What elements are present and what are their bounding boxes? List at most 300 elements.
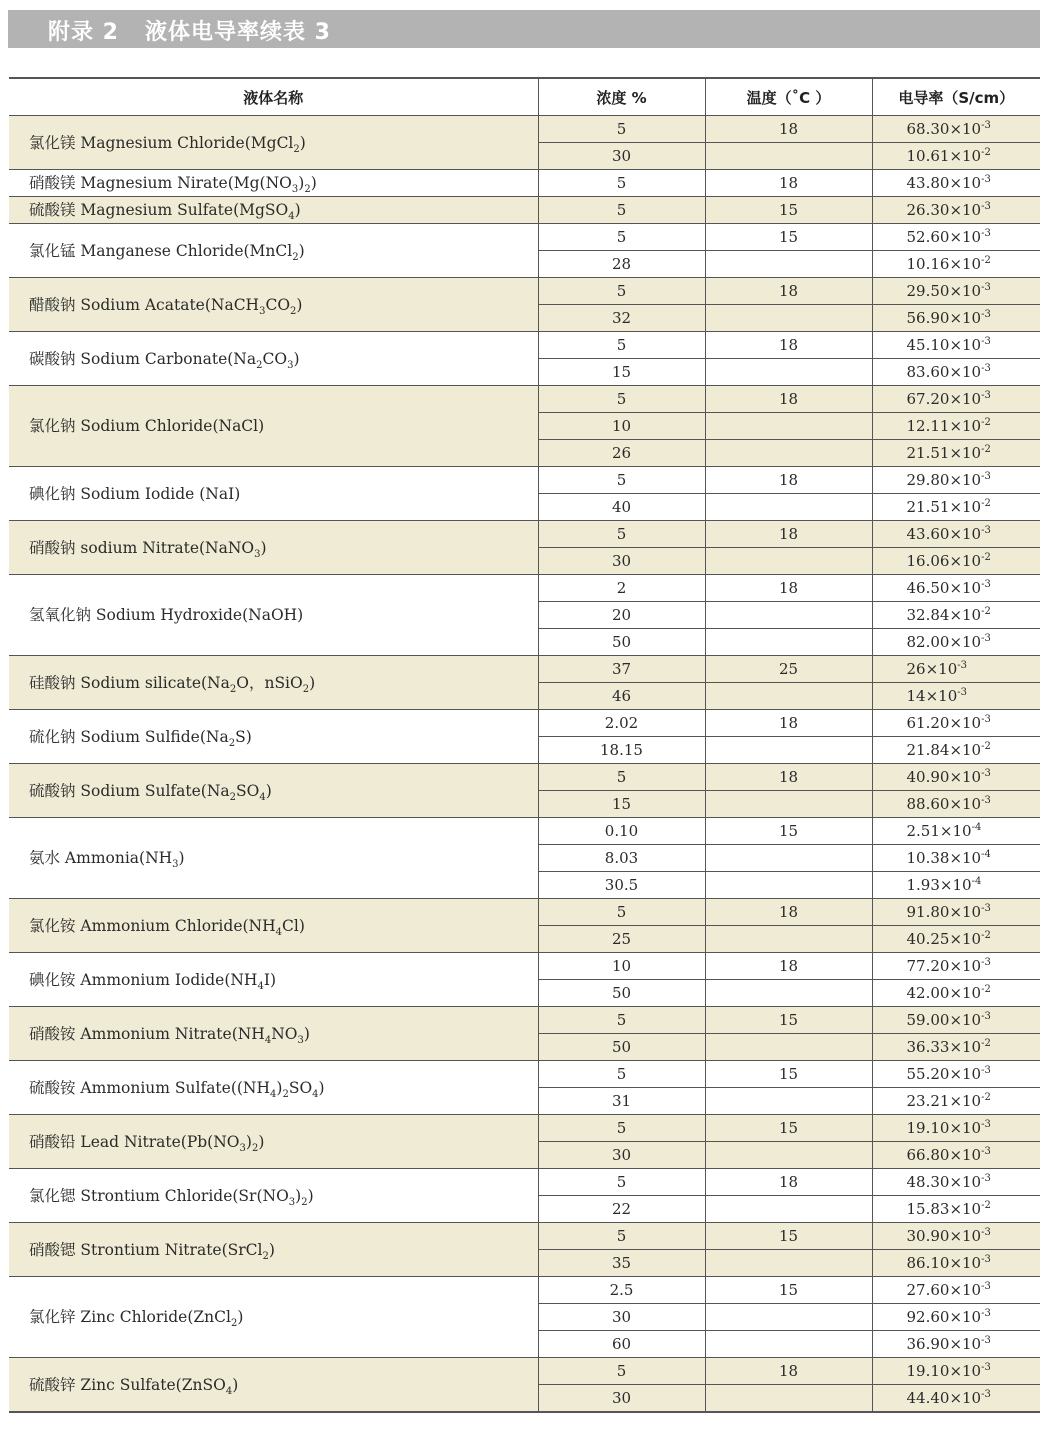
conductivity-mantissa: 10.38×10 <box>906 849 982 867</box>
liquid-name-text: ) <box>296 295 303 314</box>
conductivity-exponent: -3 <box>981 579 991 590</box>
formula-subscript: 2 <box>301 1196 308 1208</box>
liquid-name-cell <box>9 899 538 953</box>
formula-subscript: 2 <box>228 737 236 749</box>
conductivity-mantissa: 56.90×10 <box>906 309 982 327</box>
liquid-name-text: ) <box>298 174 305 192</box>
conductivity-mantissa: 26×10 <box>906 660 958 678</box>
liquid-name-cell <box>9 386 538 467</box>
conductivity-cell <box>872 1061 1040 1088</box>
conductivity-mantissa: 61.20×10 <box>906 714 982 732</box>
conductivity-cell <box>872 953 1040 980</box>
conductivity-cell <box>872 872 1040 899</box>
conductivity-mantissa: 43.60×10 <box>906 525 982 543</box>
col-header-conductivity: 电导率（S/cm） <box>872 78 1040 116</box>
liquid-name-cell <box>9 224 538 278</box>
conductivity-mantissa: 21.51×10 <box>906 444 982 462</box>
concentration-cell: 50 <box>538 980 705 1007</box>
temperature-cell <box>705 305 872 332</box>
conductivity-cell <box>872 710 1040 737</box>
conductivity-cell <box>872 629 1040 656</box>
concentration-cell: 40 <box>538 494 705 521</box>
liquid-name-text: ) <box>318 1078 325 1097</box>
temperature-cell: 18 <box>705 710 872 737</box>
concentration-cell: 37 <box>538 656 705 683</box>
conductivity-exponent: -3 <box>981 1389 991 1400</box>
liquid-name-text: ) <box>265 781 272 800</box>
concentration-cell: 0.10 <box>538 818 705 845</box>
conductivity-cell <box>872 116 1040 143</box>
temperature-cell <box>705 359 872 386</box>
table-row <box>9 467 1040 494</box>
liquid-name-text: S) <box>235 727 252 746</box>
liquid-name-text: I) <box>263 970 276 989</box>
conductivity-exponent: -3 <box>981 795 991 806</box>
table-header-row <box>9 78 1040 116</box>
conductivity-mantissa: 92.60×10 <box>906 1308 982 1326</box>
liquid-name-text: 醋酸钠 Sodium Acatate(NaCH <box>29 295 260 314</box>
temperature-cell: 15 <box>705 1007 872 1034</box>
concentration-cell: 10 <box>538 413 705 440</box>
temperature-cell: 18 <box>705 764 872 791</box>
temperature-cell <box>705 494 872 521</box>
concentration-cell: 46 <box>538 683 705 710</box>
conductivity-cell <box>872 1007 1040 1034</box>
temperature-cell: 18 <box>705 1358 872 1385</box>
formula-subscript: 2 <box>262 1250 269 1262</box>
conductivity-exponent: -2 <box>981 1092 991 1103</box>
conductivity-mantissa: 66.80×10 <box>906 1146 982 1164</box>
conductivity-exponent: -3 <box>981 1146 991 1157</box>
liquid-name-text: SO <box>288 1078 313 1097</box>
concentration-cell: 5 <box>538 1061 705 1088</box>
liquid-name-text: ) <box>294 201 301 219</box>
conductivity-mantissa: 46.50×10 <box>906 579 982 597</box>
temperature-cell <box>705 1196 872 1223</box>
appendix-title: 附录 2 液体电导率续表 3 <box>48 20 331 45</box>
table-row <box>9 1223 1040 1250</box>
liquid-name-text: ) <box>303 1024 310 1043</box>
formula-subscript: 2 <box>230 1318 238 1330</box>
conductivity-exponent: -3 <box>981 309 991 320</box>
liquid-name-text: CO <box>262 349 288 368</box>
conductivity-exponent: -3 <box>981 336 991 347</box>
conductivity-cell <box>872 1385 1040 1413</box>
liquid-name-text: 氯化镁 Magnesium Chloride(MgCl <box>29 133 294 152</box>
conductivity-cell <box>872 413 1040 440</box>
conductivity-cell <box>872 521 1040 548</box>
liquid-name-text: 氯化钠 Sodium Chloride(NaCl) <box>29 417 265 435</box>
concentration-cell: 28 <box>538 251 705 278</box>
table-row <box>9 1115 1040 1142</box>
conductivity-cell <box>872 737 1040 764</box>
concentration-cell: 30.5 <box>538 872 705 899</box>
concentration-cell: 60 <box>538 1331 705 1358</box>
liquid-name-text: 硫化钠 Sodium Sulfide(Na <box>29 727 229 746</box>
liquid-name-cell <box>9 170 538 197</box>
liquid-name-text: 硫酸镁 Magnesium Sulfate(MgSO <box>29 201 289 219</box>
liquid-name-text: ) <box>293 349 300 368</box>
liquid-name-cell <box>9 710 538 764</box>
formula-subscript: 2 <box>292 251 299 263</box>
conductivity-cell <box>872 305 1040 332</box>
concentration-cell: 2.5 <box>538 1277 705 1304</box>
liquid-name-text: ) <box>298 241 305 260</box>
formula-subscript: 3 <box>287 359 294 371</box>
temperature-cell: 18 <box>705 521 872 548</box>
liquid-name-cell <box>9 1223 538 1277</box>
conductivity-exponent: -3 <box>981 1173 991 1184</box>
liquid-name-text: 氯化锶 Strontium Chloride(Sr(NO <box>29 1186 289 1205</box>
liquid-name-text: ) <box>276 1078 283 1097</box>
liquid-name-cell <box>9 467 538 521</box>
concentration-cell: 5 <box>538 1115 705 1142</box>
conductivity-exponent: -3 <box>981 228 991 239</box>
conductivity-mantissa: 67.20×10 <box>906 390 982 408</box>
liquid-name-text: ) <box>260 538 267 557</box>
conductivity-mantissa: 21.51×10 <box>906 498 982 516</box>
formula-subscript: 2 <box>290 305 297 317</box>
conductivity-mantissa: 36.33×10 <box>906 1038 982 1056</box>
formula-subscript: 2 <box>256 359 263 371</box>
liquid-name-cell <box>9 575 538 656</box>
conductivity-cell <box>872 1142 1040 1169</box>
conductivity-mantissa: 15.83×10 <box>906 1200 982 1218</box>
concentration-cell: 30 <box>538 1142 705 1169</box>
conductivity-mantissa: 55.20×10 <box>906 1065 982 1083</box>
temperature-cell: 15 <box>705 1223 872 1250</box>
conductivity-mantissa: 16.06×10 <box>906 552 982 570</box>
concentration-cell: 50 <box>538 1034 705 1061</box>
conductivity-exponent: -2 <box>981 930 991 941</box>
temperature-cell <box>705 737 872 764</box>
concentration-cell: 18.15 <box>538 737 705 764</box>
conductivity-cell <box>872 1331 1040 1358</box>
conductivity-exponent: -3 <box>981 390 991 401</box>
conductivity-cell <box>872 818 1040 845</box>
conductivity-mantissa: 40.90×10 <box>906 768 982 786</box>
liquid-name-text: ) <box>268 1240 275 1259</box>
concentration-cell: 2.02 <box>538 710 705 737</box>
conductivity-cell <box>872 440 1040 467</box>
table-row <box>9 1169 1040 1196</box>
temperature-cell: 15 <box>705 818 872 845</box>
liquid-name-text: 硝酸铵 Ammonium Nitrate(NH <box>29 1024 265 1043</box>
table-row <box>9 116 1040 143</box>
conductivity-exponent: -3 <box>981 525 991 536</box>
table-row <box>9 953 1040 980</box>
conductivity-cell <box>872 791 1040 818</box>
liquid-name-text: ) <box>309 673 316 692</box>
conductivity-exponent: -3 <box>981 201 991 212</box>
temperature-cell: 18 <box>705 467 872 494</box>
table-row <box>9 1007 1040 1034</box>
concentration-cell: 2 <box>538 575 705 602</box>
formula-subscript: 4 <box>259 791 266 803</box>
concentration-cell: 26 <box>538 440 705 467</box>
temperature-cell <box>705 926 872 953</box>
temperature-cell: 25 <box>705 656 872 683</box>
conductivity-mantissa: 83.60×10 <box>906 363 982 381</box>
liquid-name-text: Cl) <box>282 916 305 935</box>
conductivity-mantissa: 19.10×10 <box>906 1362 982 1380</box>
conductivity-mantissa: 30.90×10 <box>906 1227 982 1245</box>
liquid-name-text: NO <box>271 1024 298 1043</box>
concentration-cell: 5 <box>538 170 705 197</box>
concentration-cell: 15 <box>538 359 705 386</box>
conductivity-mantissa: 21.84×10 <box>906 741 982 759</box>
table-row <box>9 521 1040 548</box>
concentration-cell: 5 <box>538 764 705 791</box>
conductivity-cell <box>872 656 1040 683</box>
table-row <box>9 170 1040 197</box>
temperature-cell: 18 <box>705 278 872 305</box>
concentration-cell: 5 <box>538 1223 705 1250</box>
liquid-name-text: ) <box>237 1308 244 1326</box>
concentration-cell: 5 <box>538 278 705 305</box>
table-row <box>9 386 1040 413</box>
temperature-cell: 18 <box>705 899 872 926</box>
temperature-cell: 18 <box>705 953 872 980</box>
conductivity-exponent: -3 <box>981 1254 991 1265</box>
temperature-cell: 15 <box>705 197 872 224</box>
concentration-cell: 5 <box>538 467 705 494</box>
table-row <box>9 575 1040 602</box>
concentration-cell: 8.03 <box>538 845 705 872</box>
conductivity-mantissa: 91.80×10 <box>906 903 982 921</box>
liquid-name-text: ) <box>295 1186 302 1205</box>
conductivity-cell <box>872 1115 1040 1142</box>
conductivity-cell <box>872 548 1040 575</box>
liquid-name-text: ) <box>245 1132 252 1151</box>
liquid-name-text: ) <box>307 1186 314 1205</box>
liquid-name-text: ) <box>232 1375 239 1394</box>
conductivity-cell <box>872 197 1040 224</box>
temperature-cell <box>705 602 872 629</box>
conductivity-exponent: -2 <box>981 255 991 266</box>
conductivity-mantissa: 32.84×10 <box>906 606 982 624</box>
conductivity-exponent: -3 <box>981 1362 991 1373</box>
liquid-name-text: ) <box>258 1132 265 1151</box>
conductivity-exponent: -2 <box>981 606 991 617</box>
table-row <box>9 332 1040 359</box>
liquid-name-text: SO <box>236 781 260 800</box>
formula-subscript: 4 <box>275 926 282 938</box>
table-row <box>9 818 1040 845</box>
temperature-cell <box>705 1034 872 1061</box>
temperature-cell <box>705 791 872 818</box>
liquid-name-text: 硝酸铅 Lead Nitrate(Pb(NO <box>29 1132 240 1151</box>
conductivity-exponent: -2 <box>981 1038 991 1049</box>
conductivity-cell <box>872 575 1040 602</box>
conductivity-cell <box>872 386 1040 413</box>
conductivity-exponent: -3 <box>957 660 967 671</box>
conductivity-mantissa: 1.93×10 <box>906 876 972 894</box>
conductivity-exponent: -2 <box>981 552 991 563</box>
conductivity-mantissa: 29.50×10 <box>906 282 982 300</box>
concentration-cell: 5 <box>538 224 705 251</box>
conductivity-mantissa: 86.10×10 <box>906 1254 982 1272</box>
temperature-cell <box>705 1304 872 1331</box>
temperature-cell <box>705 872 872 899</box>
concentration-cell: 22 <box>538 1196 705 1223</box>
formula-subscript: 4 <box>264 1034 272 1046</box>
conductivity-cell <box>872 1169 1040 1196</box>
formula-subscript: 2 <box>302 683 310 695</box>
conductivity-mantissa: 23.21×10 <box>906 1092 982 1110</box>
conductivity-cell <box>872 1034 1040 1061</box>
formula-subscript: 3 <box>172 859 179 871</box>
temperature-cell: 18 <box>705 170 872 197</box>
conductivity-exponent: -3 <box>981 174 991 185</box>
conductivity-cell <box>872 170 1040 197</box>
conductivity-cell <box>872 494 1040 521</box>
temperature-cell: 18 <box>705 1169 872 1196</box>
conductivity-cell <box>872 224 1040 251</box>
table-row <box>9 197 1040 224</box>
temperature-cell: 18 <box>705 116 872 143</box>
conductivity-cell <box>872 1358 1040 1385</box>
liquid-name-text: ) <box>310 174 317 192</box>
temperature-cell <box>705 629 872 656</box>
liquid-name-cell <box>9 1358 538 1413</box>
conductivity-mantissa: 14×10 <box>906 687 958 705</box>
liquid-name-text: 氯化锰 Manganese Chloride(MnCl <box>29 241 293 260</box>
liquid-name-cell <box>9 1115 538 1169</box>
concentration-cell: 30 <box>538 1385 705 1413</box>
conductivity-exponent: -3 <box>957 687 967 698</box>
conductivity-exponent: -4 <box>981 849 991 860</box>
liquid-name-text: 硫酸铵 Ammonium Sulfate((NH <box>29 1078 271 1097</box>
formula-subscript: 4 <box>270 1088 277 1100</box>
conductivity-cell <box>872 278 1040 305</box>
formula-subscript: 3 <box>288 1196 296 1208</box>
conductivity-cell <box>872 1277 1040 1304</box>
conductivity-cell <box>872 359 1040 386</box>
conductivity-exponent: -4 <box>971 876 982 887</box>
conductivity-exponent: -2 <box>981 498 991 509</box>
temperature-cell: 15 <box>705 224 872 251</box>
formula-subscript: 2 <box>251 1142 259 1154</box>
conductivity-exponent: -4 <box>971 822 982 833</box>
conductivity-mantissa: 26.30×10 <box>906 201 982 219</box>
conductivity-exponent: -3 <box>981 363 991 374</box>
temperature-cell: 15 <box>705 1061 872 1088</box>
liquid-name-text: 硅酸钠 Sodium silicate(Na <box>29 673 230 692</box>
conductivity-exponent: -3 <box>981 1308 991 1319</box>
temperature-cell <box>705 1331 872 1358</box>
col-header-concentration: 浓度 % <box>538 78 705 116</box>
conductivity-cell <box>872 899 1040 926</box>
table-row <box>9 899 1040 926</box>
liquid-name-text: 硝酸镁 Magnesium Nirate(Mg(NO <box>29 174 292 192</box>
liquid-name-text: 氯化铵 Ammonium Chloride(NH <box>29 916 276 935</box>
table-row <box>9 764 1040 791</box>
conductivity-mantissa: 10.61×10 <box>906 147 982 165</box>
temperature-cell <box>705 440 872 467</box>
conductivity-mantissa: 88.60×10 <box>906 795 982 813</box>
liquid-name-cell <box>9 764 538 818</box>
conductivity-mantissa: 77.20×10 <box>906 957 982 975</box>
conductivity-table <box>9 77 1040 1413</box>
concentration-cell: 20 <box>538 602 705 629</box>
conductivity-exponent: -3 <box>981 903 991 914</box>
temperature-cell: 15 <box>705 1115 872 1142</box>
liquid-name-cell <box>9 116 538 170</box>
conductivity-cell <box>872 602 1040 629</box>
conductivity-mantissa: 40.25×10 <box>906 930 982 948</box>
table-body <box>9 116 1040 1413</box>
conductivity-exponent: -3 <box>981 1065 991 1076</box>
conductivity-cell <box>872 1088 1040 1115</box>
liquid-name-cell <box>9 818 538 899</box>
col-header-temperature: 温度（˚C ） <box>705 78 872 116</box>
liquid-name-cell <box>9 1277 538 1358</box>
conductivity-mantissa: 27.60×10 <box>906 1281 982 1299</box>
conductivity-mantissa: 2.51×10 <box>906 822 972 840</box>
conductivity-mantissa: 43.80×10 <box>906 174 982 192</box>
conductivity-mantissa: 68.30×10 <box>906 120 982 138</box>
formula-subscript: 4 <box>225 1385 233 1397</box>
conductivity-mantissa: 59.00×10 <box>906 1011 982 1029</box>
conductivity-exponent: -3 <box>981 957 991 968</box>
conductivity-mantissa: 12.11×10 <box>906 417 982 435</box>
formula-subscript: 4 <box>288 211 295 223</box>
temperature-cell <box>705 548 872 575</box>
conductivity-exponent: -3 <box>981 768 991 779</box>
concentration-cell: 15 <box>538 791 705 818</box>
conductivity-cell <box>872 845 1040 872</box>
temperature-cell <box>705 845 872 872</box>
concentration-cell: 10 <box>538 953 705 980</box>
temperature-cell: 18 <box>705 575 872 602</box>
conductivity-exponent: -3 <box>981 1119 991 1130</box>
formula-subscript: 2 <box>229 683 237 695</box>
liquid-name-text: 硫酸锌 Zinc Sulfate(ZnSO <box>29 1375 226 1394</box>
liquid-name-cell <box>9 1169 538 1223</box>
conductivity-cell <box>872 143 1040 170</box>
formula-subscript: 4 <box>312 1088 319 1100</box>
liquid-name-text: ) <box>299 133 306 152</box>
concentration-cell: 5 <box>538 1358 705 1385</box>
conductivity-exponent: -2 <box>981 444 991 455</box>
liquid-name-cell <box>9 1007 538 1061</box>
temperature-cell: 18 <box>705 386 872 413</box>
concentration-cell: 31 <box>538 1088 705 1115</box>
conductivity-cell <box>872 926 1040 953</box>
formula-subscript: 3 <box>291 184 299 196</box>
liquid-name-text: ) <box>178 849 185 867</box>
formula-subscript: 3 <box>259 305 266 317</box>
formula-subscript: 2 <box>293 143 300 155</box>
concentration-cell: 5 <box>538 899 705 926</box>
conductivity-exponent: -3 <box>981 471 991 482</box>
conductivity-exponent: -3 <box>981 1335 991 1346</box>
temperature-cell <box>705 251 872 278</box>
conductivity-exponent: -2 <box>981 147 991 158</box>
concentration-cell: 30 <box>538 1304 705 1331</box>
conductivity-cell <box>872 764 1040 791</box>
conductivity-exponent: -3 <box>981 633 991 644</box>
table-row <box>9 1061 1040 1088</box>
conductivity-exponent: -3 <box>981 120 991 131</box>
concentration-cell: 5 <box>538 386 705 413</box>
formula-subscript: 2 <box>304 184 311 196</box>
appendix-title-banner <box>8 10 1040 48</box>
conductivity-mantissa: 48.30×10 <box>906 1173 982 1191</box>
formula-subscript: 2 <box>229 791 237 803</box>
temperature-cell <box>705 980 872 1007</box>
